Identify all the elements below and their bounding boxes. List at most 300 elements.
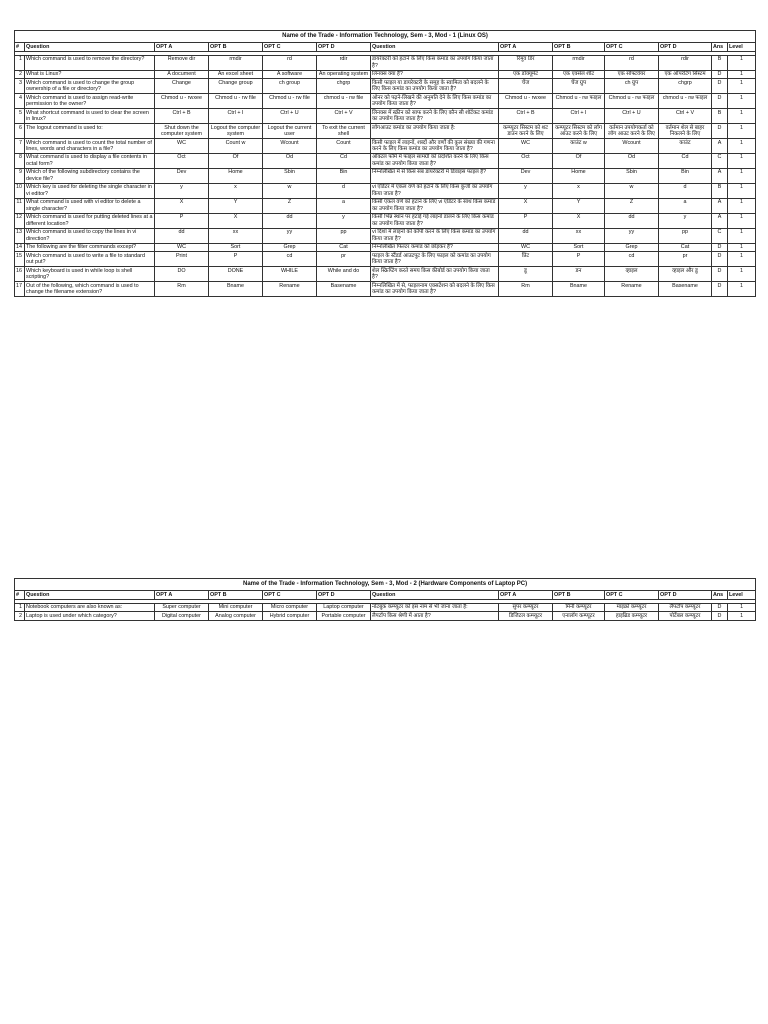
table-row <box>15 198 756 213</box>
option-b-hi: rmdir <box>553 55 605 70</box>
answer: A <box>712 168 728 183</box>
answer: B <box>712 55 728 70</box>
option-a-hi: प्रिंट <box>499 252 553 267</box>
question-hi: लिनक्स क्या है? <box>371 70 499 78</box>
level: 1 <box>728 70 756 78</box>
option-d-en: Bin <box>317 168 371 183</box>
question-en: Which key is used for deleting the single character in vi editor? <box>25 183 155 198</box>
option-d-hi: chgrp <box>659 79 712 94</box>
level: 1 <box>728 228 756 243</box>
question-number: 3 <box>15 79 25 94</box>
level: 1 <box>728 243 756 251</box>
option-c-hi: w <box>605 183 659 198</box>
col-header: OPT D <box>659 43 712 51</box>
option-b-hi: Sort <box>553 243 605 251</box>
option-d-hi: लैपटॉप कम्प्यूटर <box>659 603 712 611</box>
answer: D <box>712 124 728 139</box>
sheet-title: Name of the Trade - Information Technology, Sem - 3, Mod - 1 (Linux OS) <box>15 31 756 43</box>
question-number: 17 <box>15 282 25 297</box>
level: 1 <box>728 168 756 183</box>
answer: D <box>712 243 728 251</box>
option-a-hi: Ctrl + B <box>499 109 553 124</box>
option-d-en: Cd <box>317 153 371 168</box>
option-a-en: Change <box>155 79 209 94</box>
option-b-hi: कम्प्यूटर सिस्टम को लॉग आउट करने के लिए <box>553 124 605 139</box>
option-d-en: d <box>317 183 371 198</box>
col-header: OPT C <box>263 43 317 51</box>
option-b-en: Change group <box>209 79 263 94</box>
option-d-hi: rdir <box>659 55 712 70</box>
level: 1 <box>728 153 756 168</box>
option-c-en: Sbin <box>263 168 317 183</box>
col-header: Level <box>728 591 756 599</box>
option-a-hi: Rm <box>499 282 553 297</box>
table-row <box>15 124 756 139</box>
option-c-hi: वर्तमान उपयोगकर्ता को लॉग आउट करने के लिए <box>605 124 659 139</box>
option-a-en: WC <box>155 139 209 154</box>
option-a-hi: डिजिटल कम्प्यूटर <box>499 612 553 620</box>
col-header: OPT C <box>263 591 317 599</box>
level: 1 <box>728 183 756 198</box>
option-a-en: DO <box>155 267 209 282</box>
option-c-hi: व्हाइल <box>605 267 659 282</box>
question-number: 16 <box>15 267 25 282</box>
question-number: 4 <box>15 94 25 109</box>
option-c-hi: yy <box>605 228 659 243</box>
option-b-en: Y <box>209 198 263 213</box>
option-b-en: An excel sheet <box>209 70 263 78</box>
option-d-en: While and do <box>317 267 371 282</box>
question-hi: किसी एकल वर्ण को हटाने के लिए vi एडिटर के साथ किस कमांड का उपयोग किया जाता है? <box>371 198 499 213</box>
answer: D <box>712 603 728 611</box>
option-b-hi: Y <box>553 198 605 213</box>
level: 1 <box>728 282 756 297</box>
option-d-en: Laptop computer <box>317 603 371 611</box>
option-a-hi: Oct <box>499 153 553 168</box>
table-row <box>15 243 756 251</box>
option-d-en: a <box>317 198 371 213</box>
table-row <box>15 183 756 198</box>
option-d-en: chmod u - rw file <box>317 94 371 109</box>
question-hi: निम्नलिखित में से, फाइलनाम एक्सटेंशन को बदलने के लिए किस कमांड का उपयोग किया जाता है? <box>371 282 499 297</box>
question-number: 13 <box>15 228 25 243</box>
answer: B <box>712 109 728 124</box>
question-hi: निम्नलिखित फिल्टर कमांड को छोड़कर हैं? <box>371 243 499 251</box>
question-sheet-mod2 <box>14 578 755 621</box>
level: 1 <box>728 139 756 154</box>
table-row <box>15 70 756 78</box>
option-c-en: Od <box>263 153 317 168</box>
question-en: What shortcut command is used to clear the screen in linux? <box>25 109 155 124</box>
option-c-hi: Rename <box>605 282 659 297</box>
table-row <box>15 213 756 228</box>
answer: B <box>712 183 728 198</box>
option-b-en: P <box>209 252 263 267</box>
question-number: 15 <box>15 252 25 267</box>
option-b-hi: Chmod u - rw फाइल <box>553 94 605 109</box>
question-hi: फाइल के स्टैंडर्ड आउटपुट के लिए फाइल को कमांड का उपयोग किया जाता है? <box>371 252 499 267</box>
option-d-hi: pr <box>659 252 712 267</box>
option-c-hi: Chmod u - rw फाइल <box>605 94 659 109</box>
option-d-en: Basename <box>317 282 371 297</box>
table-row <box>15 79 756 94</box>
option-a-hi: कम्प्यूटर सिस्टम को शट डाउन करने के लिए <box>499 124 553 139</box>
answer: A <box>712 139 728 154</box>
level: 1 <box>728 612 756 620</box>
level: 1 <box>728 55 756 70</box>
option-b-hi: P <box>553 252 605 267</box>
option-c-en: Rename <box>263 282 317 297</box>
option-a-hi: Dev <box>499 168 553 183</box>
level: 1 <box>728 252 756 267</box>
answer: D <box>712 267 728 282</box>
option-b-en: Bname <box>209 282 263 297</box>
question-en: What command is used to display a file contents in octal form? <box>25 153 155 168</box>
col-header: OPT D <box>317 591 371 599</box>
option-d-en: pr <box>317 252 371 267</box>
option-a-en: Ctrl + B <box>155 109 209 124</box>
option-d-hi: pp <box>659 228 712 243</box>
option-d-hi: Ctrl + V <box>659 109 712 124</box>
option-c-hi: ch ग्रुप <box>605 79 659 94</box>
option-c-hi: dd <box>605 213 659 228</box>
question-number: 6 <box>15 124 25 139</box>
question-hi: किसी भिन्न स्थान पर हटाई गई लाइनों डालने के लिए किस कमांड का उपयोग किया जाता है? <box>371 213 499 228</box>
level: 1 <box>728 603 756 611</box>
table-row <box>15 139 756 154</box>
option-c-en: A software <box>263 70 317 78</box>
answer: C <box>712 228 728 243</box>
option-c-hi: हाइब्रिड कम्प्यूटर <box>605 612 659 620</box>
option-a-hi: dd <box>499 228 553 243</box>
table-row <box>15 94 756 109</box>
option-c-en: Wcount <box>263 139 317 154</box>
option-c-hi: माइक्रो कम्प्यूटर <box>605 603 659 611</box>
question-en: What is Linux? <box>25 70 155 78</box>
option-b-en: Chmod u - rw file <box>209 94 263 109</box>
col-header: Ans <box>712 43 728 51</box>
option-b-en: Count w <box>209 139 263 154</box>
option-b-en: DONE <box>209 267 263 282</box>
col-header: OPT C <box>605 591 659 599</box>
question-en: Which command is used to write a file to standard out put? <box>25 252 155 267</box>
table-row <box>15 168 756 183</box>
option-b-en: Sort <box>209 243 263 251</box>
option-d-hi: y <box>659 213 712 228</box>
option-a-hi: सुपर कम्प्यूटर <box>499 603 553 611</box>
header-row <box>15 43 756 51</box>
col-header: OPT A <box>155 43 209 51</box>
option-b-hi: Bname <box>553 282 605 297</box>
option-d-en: To exit the current shell <box>317 124 371 139</box>
question-hi: शेल स्क्रिप्टिंग करते समय किस कीबोर्ड का उपयोग किया जाता है? <box>371 267 499 282</box>
question-number: 14 <box>15 243 25 251</box>
option-b-en: xx <box>209 228 263 243</box>
option-d-hi: Cd <box>659 153 712 168</box>
question-sheet-mod1 <box>14 30 755 297</box>
option-a-en: Oct <box>155 153 209 168</box>
question-number: 11 <box>15 198 25 213</box>
option-b-en: Ctrl + I <box>209 109 263 124</box>
col-header: OPT A <box>155 591 209 599</box>
option-b-en: Analog computer <box>209 612 263 620</box>
question-hi: vi एडिटर में एकल वर्ण को हटाने के लिए किस कुंजी का उपयोग किया जाता है? <box>371 183 499 198</box>
option-c-hi: rd <box>605 55 659 70</box>
question-number: 7 <box>15 139 25 154</box>
option-d-hi: व्हाइल और डू <box>659 267 712 282</box>
option-a-en: WC <box>155 243 209 251</box>
table-row <box>15 282 756 297</box>
option-d-hi: वर्तमान शेल से बाहर निकलने के लिए <box>659 124 712 139</box>
question-table <box>14 30 756 297</box>
question-number: 10 <box>15 183 25 198</box>
option-a-en: Rm <box>155 282 209 297</box>
col-header: OPT D <box>659 591 712 599</box>
answer: D <box>712 282 728 297</box>
question-en: Notebook computers are also known as: <box>25 603 155 611</box>
question-en: Which command is used to change the group ownership of a file or directory? <box>25 79 155 94</box>
option-a-hi: एक डॉक्यूमेंट <box>499 70 553 78</box>
option-a-hi: WC <box>499 139 553 154</box>
table-row <box>15 252 756 267</box>
option-c-hi: Wcount <box>605 139 659 154</box>
question-en: The logout command is used to: <box>25 124 155 139</box>
option-c-en: cd <box>263 252 317 267</box>
option-b-en: Of <box>209 153 263 168</box>
question-number: 2 <box>15 612 25 620</box>
col-header: Question <box>371 591 499 599</box>
answer: D <box>712 252 728 267</box>
option-b-en: x <box>209 183 263 198</box>
option-b-hi: x <box>553 183 605 198</box>
level: 1 <box>728 267 756 282</box>
option-b-hi: डन <box>553 267 605 282</box>
option-d-en: rdir <box>317 55 371 70</box>
option-d-en: y <box>317 213 371 228</box>
option-b-hi: Ctrl + I <box>553 109 605 124</box>
question-hi: निम्नलिखित में से किस सब डायरेक्टरी में डिवाइस फाइल है? <box>371 168 499 183</box>
col-header: Level <box>728 43 756 51</box>
option-a-hi: P <box>499 213 553 228</box>
option-c-hi: Z <box>605 198 659 213</box>
question-en: Which command is used to copy the lines in vi direction? <box>25 228 155 243</box>
option-a-hi: रिमूव डिर <box>499 55 553 70</box>
col-header: # <box>15 43 25 51</box>
option-a-en: Dev <box>155 168 209 183</box>
question-en: Which command is used to remove the directory? <box>25 55 155 70</box>
option-a-hi: चेंज <box>499 79 553 94</box>
option-a-en: A document <box>155 70 209 78</box>
level: 1 <box>728 79 756 94</box>
table-body <box>15 55 756 297</box>
question-hi: किसी फाइल या डायरेक्टरी के समूह के स्वामित्व को बदलने के लिए किस कमांड का उपयोग किया जाता है? <box>371 79 499 94</box>
col-header: OPT A <box>499 43 553 51</box>
option-a-en: Chmod u - rwxee <box>155 94 209 109</box>
level: 1 <box>728 213 756 228</box>
option-d-hi: एक ऑपरेटिंग सिस्टम <box>659 70 712 78</box>
option-d-hi: a <box>659 198 712 213</box>
question-en: Laptop is used under which category? <box>25 612 155 620</box>
option-a-en: Remove dir <box>155 55 209 70</box>
option-b-en: Home <box>209 168 263 183</box>
question-en: Which of the following subdirectory contains the device file? <box>25 168 155 183</box>
option-b-en: Mini computer <box>209 603 263 611</box>
question-number: 1 <box>15 603 25 611</box>
question-table <box>14 578 756 621</box>
option-a-en: Digital computer <box>155 612 209 620</box>
question-hi: नोटबुक कम्प्यूटर को इस नाम से भी जाना जाता है: <box>371 603 499 611</box>
question-hi: vi दिशा में लाइनों को कॉपी करने के लिए किस कमांड का उपयोग किया जाता है? <box>371 228 499 243</box>
question-hi: लॉगआउट कमांड का उपयोग किया जाता है: <box>371 124 499 139</box>
option-c-en: Micro computer <box>263 603 317 611</box>
option-c-en: yy <box>263 228 317 243</box>
question-en: Which command is used to count the total number of lines, words and characters in a file? <box>25 139 155 154</box>
answer: D <box>712 94 728 109</box>
option-b-en: X <box>209 213 263 228</box>
answer: D <box>712 79 728 94</box>
option-a-hi: डू <box>499 267 553 282</box>
question-number: 8 <box>15 153 25 168</box>
col-header: Question <box>25 43 155 51</box>
option-d-en: pp <box>317 228 371 243</box>
option-c-hi: एक सॉफ्टवेयर <box>605 70 659 78</box>
answer: C <box>712 153 728 168</box>
option-d-en: chgrp <box>317 79 371 94</box>
answer: D <box>712 612 728 620</box>
option-c-hi: Sbin <box>605 168 659 183</box>
col-header: # <box>15 591 25 599</box>
option-d-hi: Cat <box>659 243 712 251</box>
table-row <box>15 612 756 620</box>
question-hi: लिनक्स में स्क्रीन को साफ करने के लिए कौन सी शॉर्टकट कमांड का उपयोग किया जाता है? <box>371 109 499 124</box>
option-b-hi: Of <box>553 153 605 168</box>
table-row <box>15 267 756 282</box>
option-d-hi: chmod u - rw फाइल <box>659 94 712 109</box>
question-en: The following are the filter commands except? <box>25 243 155 251</box>
option-a-en: Print <box>155 252 209 267</box>
option-c-en: Ctrl + U <box>263 109 317 124</box>
question-hi: ऑक्टल फॉर्म में फाइल सामग्री को प्रदर्शित करने के लिए किस कमांड का उपयोग किया जाता है? <box>371 153 499 168</box>
question-en: Which command is used to assign read-write permission to the owner? <box>25 94 155 109</box>
option-c-en: rd <box>263 55 317 70</box>
option-b-hi: एक एक्सेल शीट <box>553 70 605 78</box>
question-en: Out of the following, which command is used to change the filename extension? <box>25 282 155 297</box>
option-c-en: Z <box>263 198 317 213</box>
option-d-en: An operating system <box>317 70 371 78</box>
question-en: What command is used with vi editor to delete a single character? <box>25 198 155 213</box>
col-header: OPT B <box>209 43 263 51</box>
col-header: Question <box>371 43 499 51</box>
option-a-hi: y <box>499 183 553 198</box>
option-b-hi: X <box>553 213 605 228</box>
col-header: OPT B <box>553 43 605 51</box>
question-hi: किसी फाइल में लाइनों, शब्दों और वर्णों की कुल संख्या की गणना करने के लिए किस कमांड का उपयोग किया जाता है? <box>371 139 499 154</box>
option-c-en: ch group <box>263 79 317 94</box>
question-number: 1 <box>15 55 25 70</box>
option-a-en: Shut down the computer system <box>155 124 209 139</box>
table-row <box>15 228 756 243</box>
table-row <box>15 603 756 611</box>
col-header: Ans <box>712 591 728 599</box>
option-b-en: rmdir <box>209 55 263 70</box>
option-b-hi: मिनी कम्प्यूटर <box>553 603 605 611</box>
option-a-hi: WC <box>499 243 553 251</box>
answer: A <box>712 213 728 228</box>
question-hi: लैपटॉप किस श्रेणी में आता है? <box>371 612 499 620</box>
option-c-en: Hybrid computer <box>263 612 317 620</box>
table-row <box>15 153 756 168</box>
table-row <box>15 109 756 124</box>
question-number: 12 <box>15 213 25 228</box>
option-d-en: Count <box>317 139 371 154</box>
option-c-hi: cd <box>605 252 659 267</box>
question-number: 5 <box>15 109 25 124</box>
question-hi: डायरेक्टरी को हटाने के लिए किस कमांड का उपयोग किया जाता है? <box>371 55 499 70</box>
option-d-hi: Basename <box>659 282 712 297</box>
option-a-en: Super computer <box>155 603 209 611</box>
option-b-hi: काउंट w <box>553 139 605 154</box>
option-d-hi: d <box>659 183 712 198</box>
col-header: OPT B <box>553 591 605 599</box>
option-a-hi: Chmod u - rwxee <box>499 94 553 109</box>
option-a-en: P <box>155 213 209 228</box>
header-row <box>15 591 756 599</box>
option-a-en: X <box>155 198 209 213</box>
col-header: OPT D <box>317 43 371 51</box>
option-d-en: Ctrl + V <box>317 109 371 124</box>
answer: D <box>712 70 728 78</box>
option-d-en: Portable computer <box>317 612 371 620</box>
option-c-en: Chmod u - rw file <box>263 94 317 109</box>
question-number: 2 <box>15 70 25 78</box>
option-a-en: dd <box>155 228 209 243</box>
col-header: OPT A <box>499 591 553 599</box>
question-en: Which keyboard is used in while loop is shell scripting? <box>25 267 155 282</box>
option-b-en: Logout the computer system <box>209 124 263 139</box>
table-row <box>15 55 756 70</box>
option-b-hi: चेंज ग्रुप <box>553 79 605 94</box>
level: 1 <box>728 109 756 124</box>
level: 1 <box>728 124 756 139</box>
option-a-hi: X <box>499 198 553 213</box>
answer: A <box>712 198 728 213</box>
col-header: Question <box>25 591 155 599</box>
option-c-en: w <box>263 183 317 198</box>
option-b-hi: xx <box>553 228 605 243</box>
option-c-en: Grep <box>263 243 317 251</box>
level: 1 <box>728 94 756 109</box>
option-d-hi: काउंट <box>659 139 712 154</box>
level: 1 <box>728 198 756 213</box>
option-b-hi: Home <box>553 168 605 183</box>
option-c-hi: Od <box>605 153 659 168</box>
question-en: Which command is used for putting deleted lines at a different location? <box>25 213 155 228</box>
option-b-hi: एनालॉग कम्प्यूटर <box>553 612 605 620</box>
col-header: OPT B <box>209 591 263 599</box>
option-c-hi: Ctrl + U <box>605 109 659 124</box>
option-d-en: Cat <box>317 243 371 251</box>
option-c-en: WHILE <box>263 267 317 282</box>
option-a-en: y <box>155 183 209 198</box>
option-c-en: dd <box>263 213 317 228</box>
option-c-hi: Grep <box>605 243 659 251</box>
option-d-hi: Bin <box>659 168 712 183</box>
question-number: 9 <box>15 168 25 183</box>
col-header: OPT C <box>605 43 659 51</box>
table-body <box>15 603 756 620</box>
sheet-title: Name of the Trade - Information Technology, Sem - 3, Mod - 2 (Hardware Components of Laptop PC) <box>15 579 756 591</box>
question-hi: ओनर को पढ़ने-लिखने की अनुमति देने के लिए किस कमांड का उपयोग किया जाता है? <box>371 94 499 109</box>
